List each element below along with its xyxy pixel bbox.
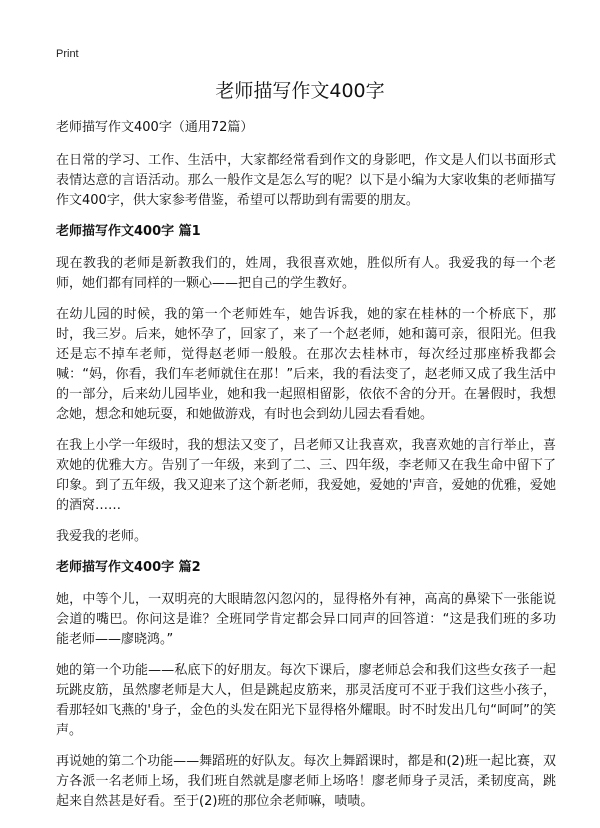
section-heading: 老师描写作文400字 篇1 xyxy=(56,224,201,239)
print-link[interactable]: Print xyxy=(56,48,79,60)
page-title: 老师描写作文400字 xyxy=(215,80,385,102)
section-heading: 老师描写作文400字 篇2 xyxy=(56,560,201,575)
paragraph: 再说她的第二个功能——舞蹈班的好队友。每次上舞蹈课时，都是和(2)班一起比赛，双方各派一名老师上场，我们班自然就是廖老师上场咯！廖老师身子灵活，柔韧度高，跳起来自然甚是好看。至于(2)班的那位余老师嘛，啧啧。 xyxy=(56,754,556,809)
paragraph: 在幼儿园的时候，我的第一个老师姓车，她告诉我，她的家在桂林的一个桥底下，那时，我三岁。后来，她怀孕了，回家了，来了一个赵老师，她和蔼可亲，很阳光。但我还是忘不掉车老师，觉得赵老师一般般。在那次去桂林市，每次经过那座桥我都会喊：“妈，你看，我们车老师就住在那！”后来，我的看法变了，赵老师又成了我生活中的一部分，后来幼儿园毕业，她和我一起照相留影，依依不舍的分开。在暑假时，我想念她，想念和她玩耍，和她做游戏，有时也会到幼儿园去看看她。 xyxy=(56,307,556,422)
paragraph: 在我上小学一年级时，我的想法又变了，吕老师又让我喜欢，我喜欢她的言行举止，喜欢她的优雅大方。告别了一年级，来到了二、三、四年级，李老师又在我生命中留下了印象。到了五年级，我又迎来了这个新老师，我爱她，爱她的'声音，爱她的优雅，爱她的酒窝…… xyxy=(56,438,556,513)
paragraph: 现在教我的老师是新教我们的，姓周，我很喜欢她，胜似所有人。我爱我的每一个老师，她们都有同样的一颗心——把自己的学生教好。 xyxy=(56,256,556,291)
paragraph: 她的第一个功能——私底下的好朋友。每次下课后，廖老师总会和我们这些女孩子一起玩跳皮筋，虽然廖老师是大人，但是跳起皮筋来，那灵活度可不亚于我们这些小孩子，看那轻如飞燕的'身子，金色的头发在阳光下显得格外耀眼。时不时发出几句“呵呵”的笑声。 xyxy=(56,663,556,738)
paragraph: 我爱我的老师。 xyxy=(56,529,148,544)
article-body xyxy=(56,118,556,823)
paragraph: 她，中等个儿，一双明亮的大眼睛忽闪忽闪的，显得格外有神，高高的鼻梁下一张能说会道的嘴巴。你问这是谁？全班同学肯定都会异口同声的回答道：“这是我们班的多功能老师——廖晓鸿。” xyxy=(56,592,556,647)
article-subtitle: 老师描写作文400字（通用72篇） xyxy=(56,120,254,135)
intro-paragraph: 在日常的学习、工作、生活中，大家都经常看到作文的身影吧，作文是人们以书面形式表情达意的言语活动。那么一般作文是怎么写的呢？以下是小编为大家收集的老师描写作文400字，供大家参考借鉴，希望可以帮助到有需要的朋友。 xyxy=(56,153,556,208)
